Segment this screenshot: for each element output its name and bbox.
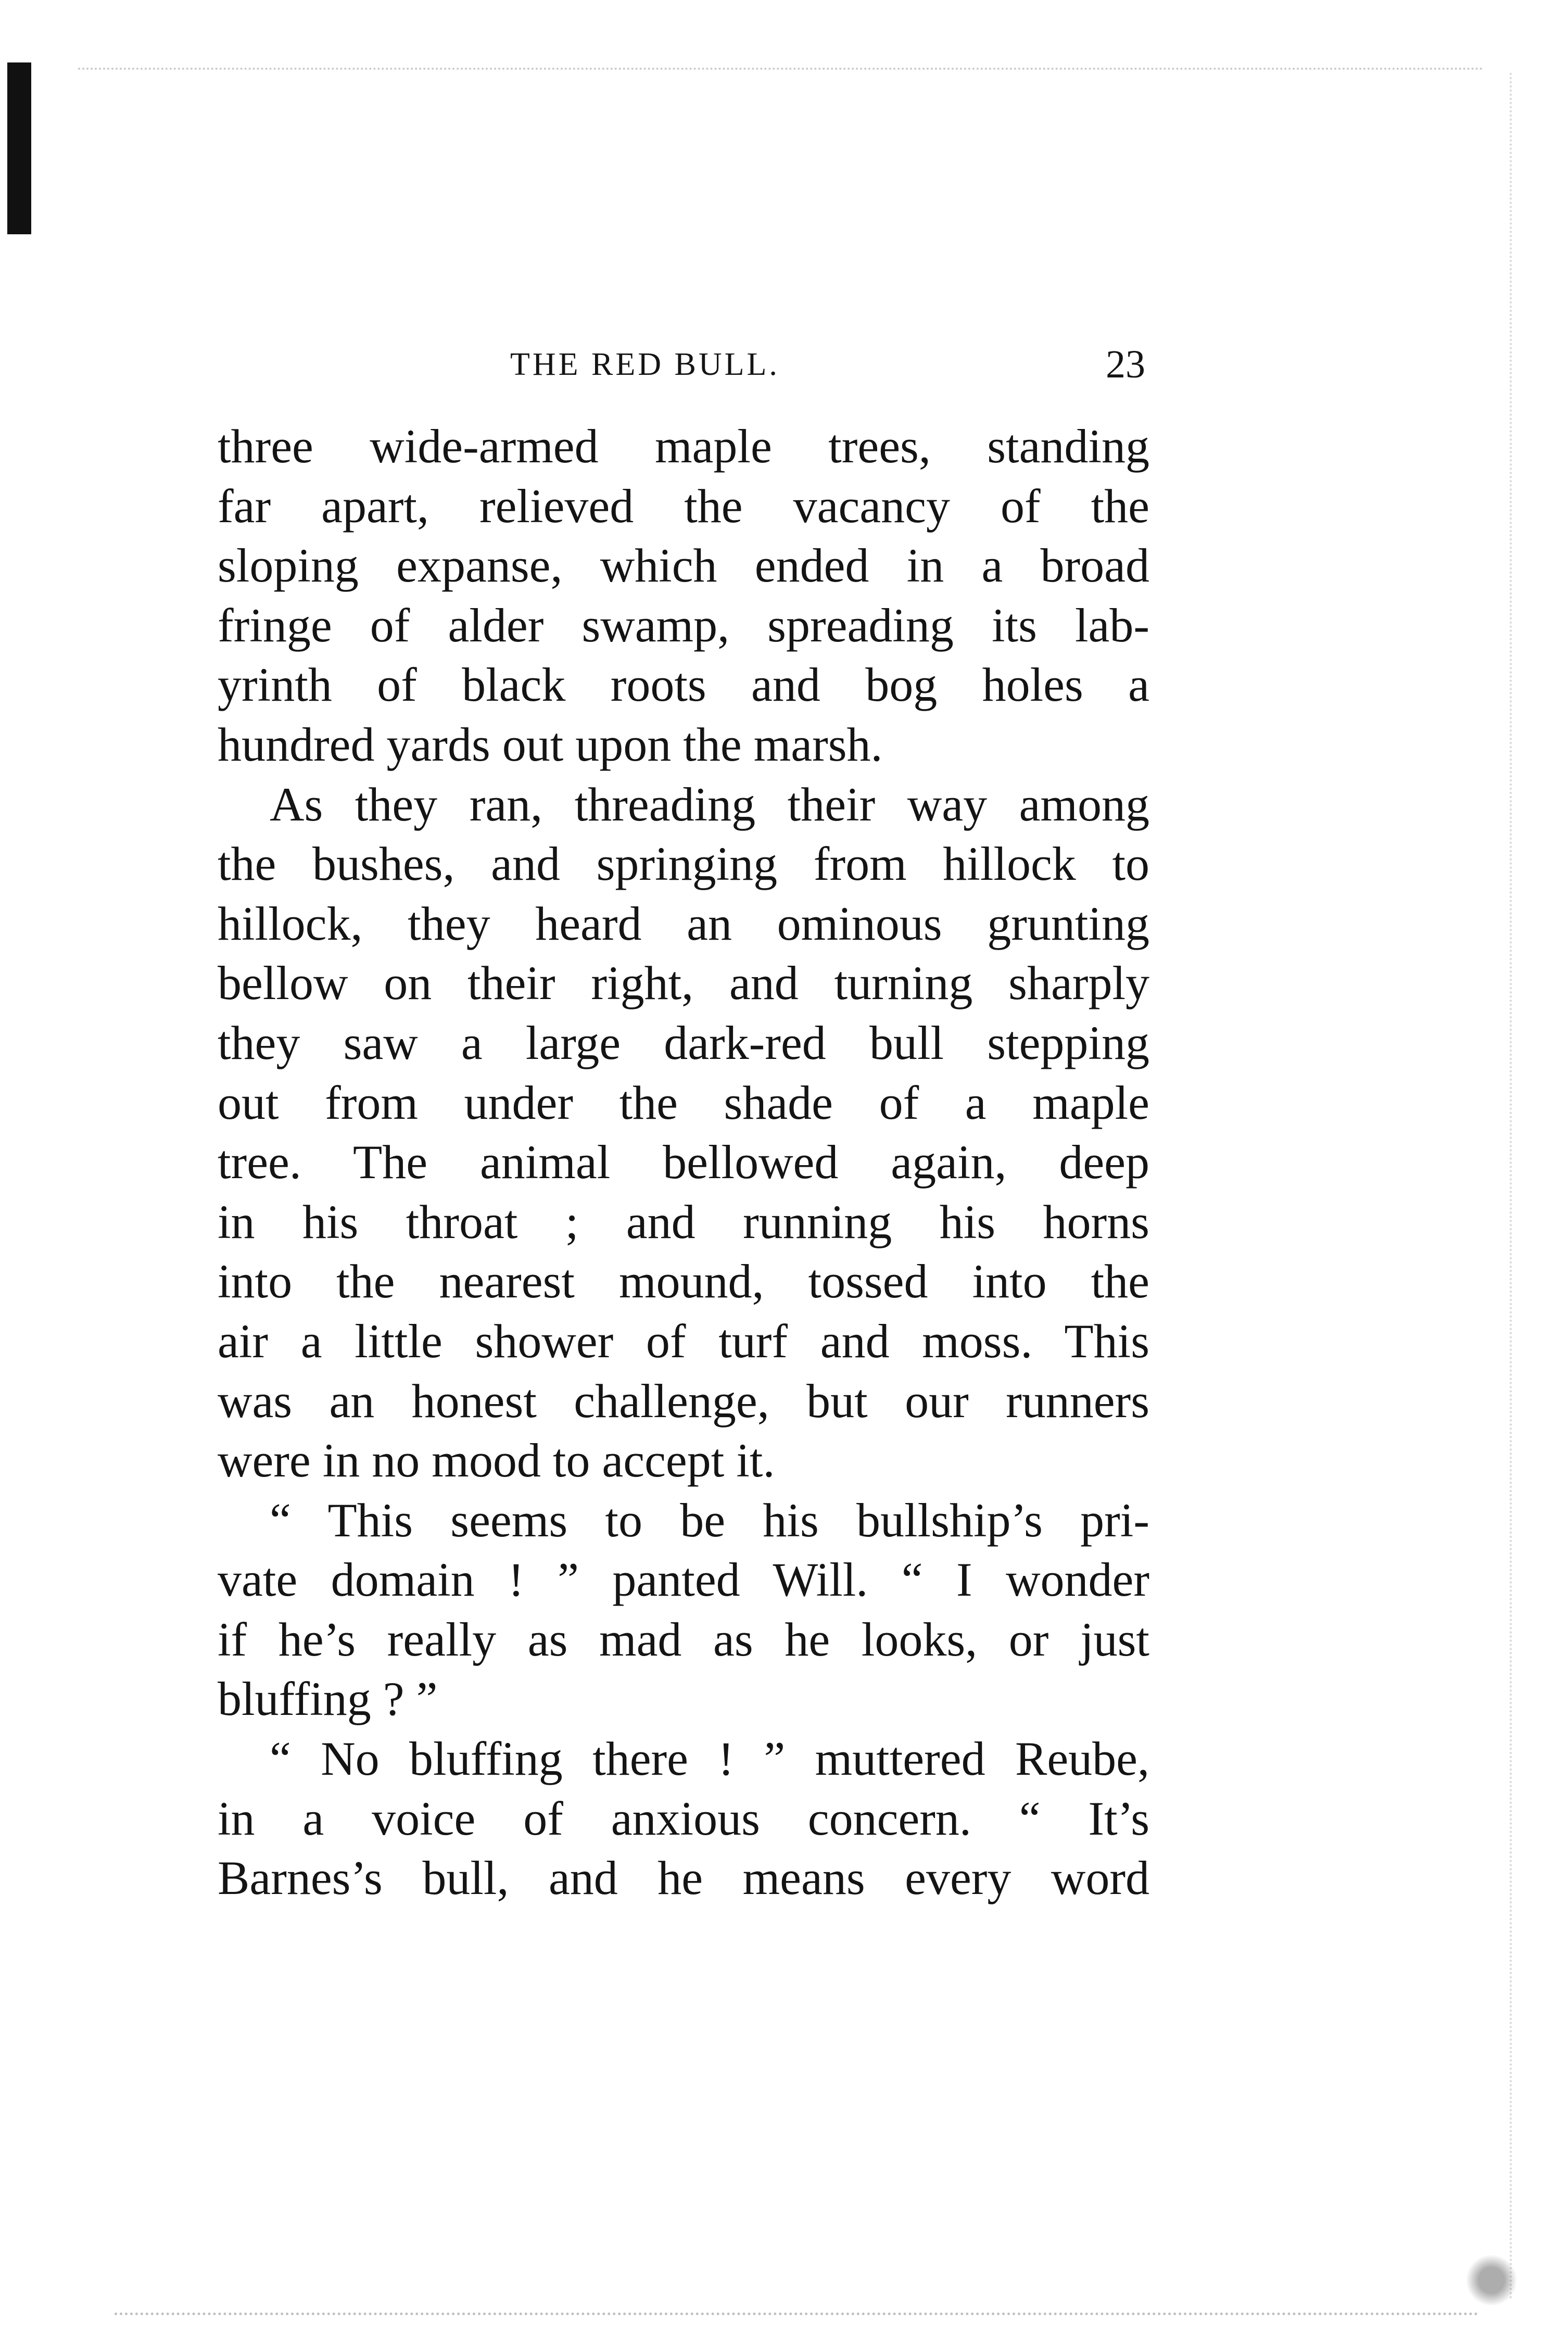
text-line: into the nearest mound, tossed into the (218, 1255, 1149, 1308)
text-line: air a little shower of turf and moss. This (218, 1314, 1149, 1368)
text-line: were in no mood to accept it. (218, 1434, 775, 1487)
text-line: tree. The animal bellowed again, deep (218, 1135, 1149, 1189)
text-line: if he’s really as mad as he looks, or just (218, 1612, 1149, 1666)
text-line: “ No bluffing there ! ” muttered Reube, (270, 1732, 1149, 1786)
text-line: Barnes’s bull, and he means every word (218, 1851, 1149, 1905)
text-line: sloping expanse, which ended in a broad (218, 539, 1149, 592)
scan-right-edge-noise (1504, 73, 1512, 2301)
scan-binding-shadow (7, 62, 31, 234)
scan-bottom-noise (115, 2297, 1478, 2315)
text-line: the bushes, and springing from hillock to (218, 837, 1149, 891)
text-line: far apart, relieved the vacancy of the (218, 479, 1149, 533)
text-line: three wide-armed maple trees, standing (218, 420, 1149, 473)
scan-top-noise (78, 68, 1484, 85)
text-line: “ This seems to be his bullship’s pri- (270, 1493, 1149, 1547)
text-line: was an honest challenge, but our runners (218, 1374, 1149, 1428)
scan-corner-smudge (1458, 2254, 1525, 2306)
text-line: bellow on their right, and turning sharply (218, 956, 1149, 1010)
page-number: 23 (1106, 343, 1145, 386)
text-line: in a voice of anxious concern. “ It’s (218, 1791, 1149, 1845)
text-line: yrinth of black roots and bog holes a (218, 658, 1149, 712)
text-line: vate domain ! ” panted Will. “ I wonder (218, 1553, 1149, 1607)
text-line: bluffing ? ” (218, 1672, 438, 1726)
text-line: out from under the shade of a maple (218, 1076, 1149, 1129)
text-line: in his throat ; and running his horns (218, 1195, 1149, 1248)
text-line: As they ran, threading their way among (270, 777, 1149, 831)
text-line: they saw a large dark-red bull stepping (218, 1016, 1149, 1069)
running-header (219, 338, 1145, 390)
text-line: fringe of alder swamp, spreading its lab- (218, 598, 1149, 652)
running-title: THE RED BULL. (510, 347, 780, 382)
body-text (218, 416, 1149, 1908)
text-line: hundred yards out upon the marsh. (218, 717, 883, 771)
text-line: hillock, they heard an ominous grunting (218, 896, 1149, 950)
